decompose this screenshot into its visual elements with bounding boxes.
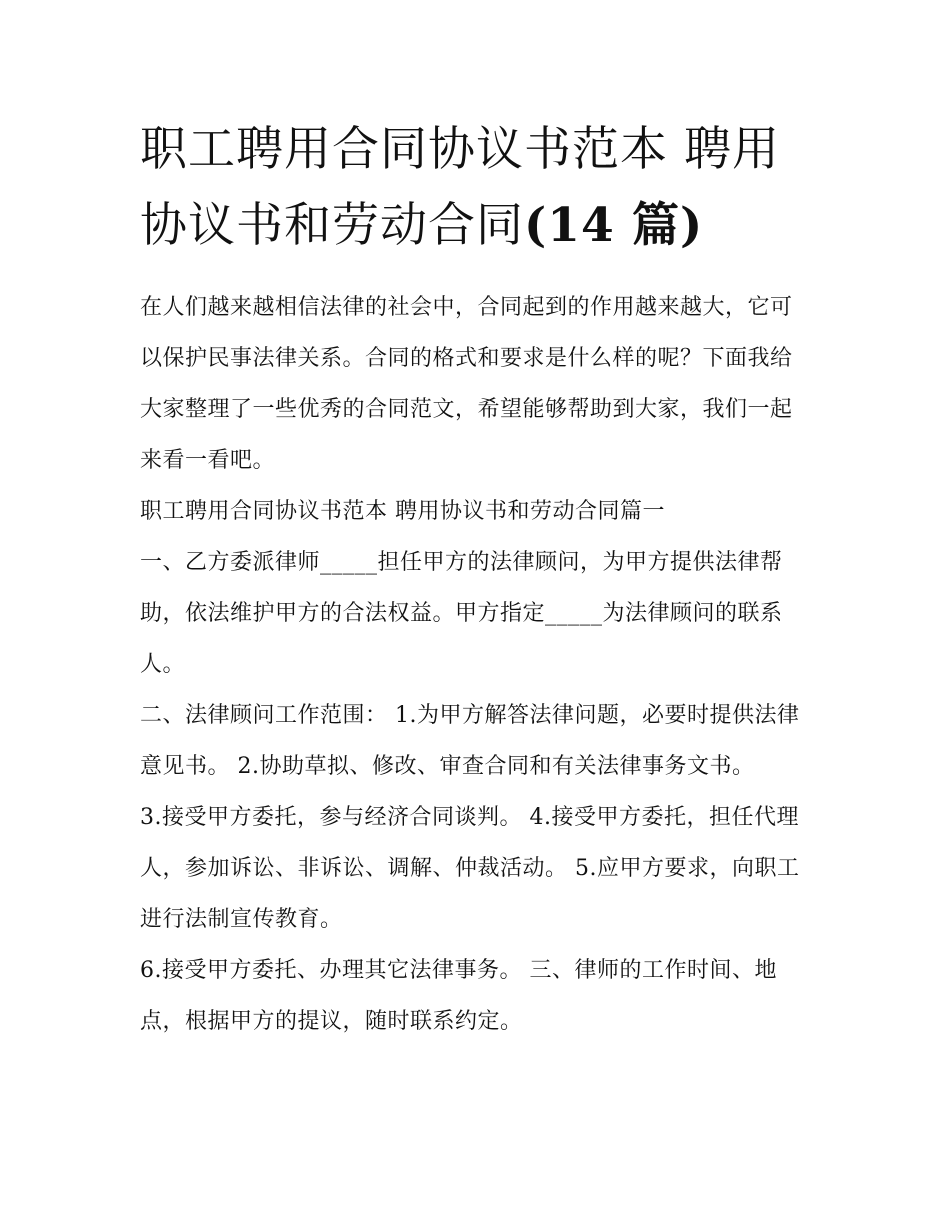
document-title <box>140 112 812 264</box>
clause-paragraph: 3.接受甲方委托，参与经济合同谈判。 4.接受甲方委托，担任代理人，参加诉讼、非诉讼、调解、仲裁活动。 5.应甲方要求，向职工进行法制宣传教育。 <box>140 805 800 932</box>
intro-paragraph: 在人们越来越相信法律的社会中，合同起到的作用越来越大，它可以保护民事法律关系。合同的格式和要求是什么样的呢？下面我给大家整理了一些优秀的合同范文，希望能够帮助到大家，我们一起来看一看吧。 <box>140 295 793 473</box>
title-main: 职工聘用合同协议书范本 聘用协议书和劳动合同 <box>140 122 780 253</box>
title-suffix: (14 篇) <box>524 198 704 253</box>
clause-paragraph: 二、法律顾问工作范围： 1.为甲方解答法律问题，必要时提供法律意见书。 2.协助草拟、修改、审查合同和有关法律事务文书。 <box>140 703 800 779</box>
clause-paragraph: 6.接受甲方委托、办理其它法律事务。 三、律师的工作时间、地点，根据甲方的提议，随时联系约定。 <box>140 958 777 1034</box>
clause-paragraph: 一、乙方委派律师_____担任甲方的法律顾问，为甲方提供法律帮助，依法维护甲方的合法权益。甲方指定_____为法律顾问的联系人。 <box>140 550 783 677</box>
document-page <box>140 112 812 1047</box>
section-heading: 职工聘用合同协议书范本 聘用协议书和劳动合同篇一 <box>140 499 665 524</box>
